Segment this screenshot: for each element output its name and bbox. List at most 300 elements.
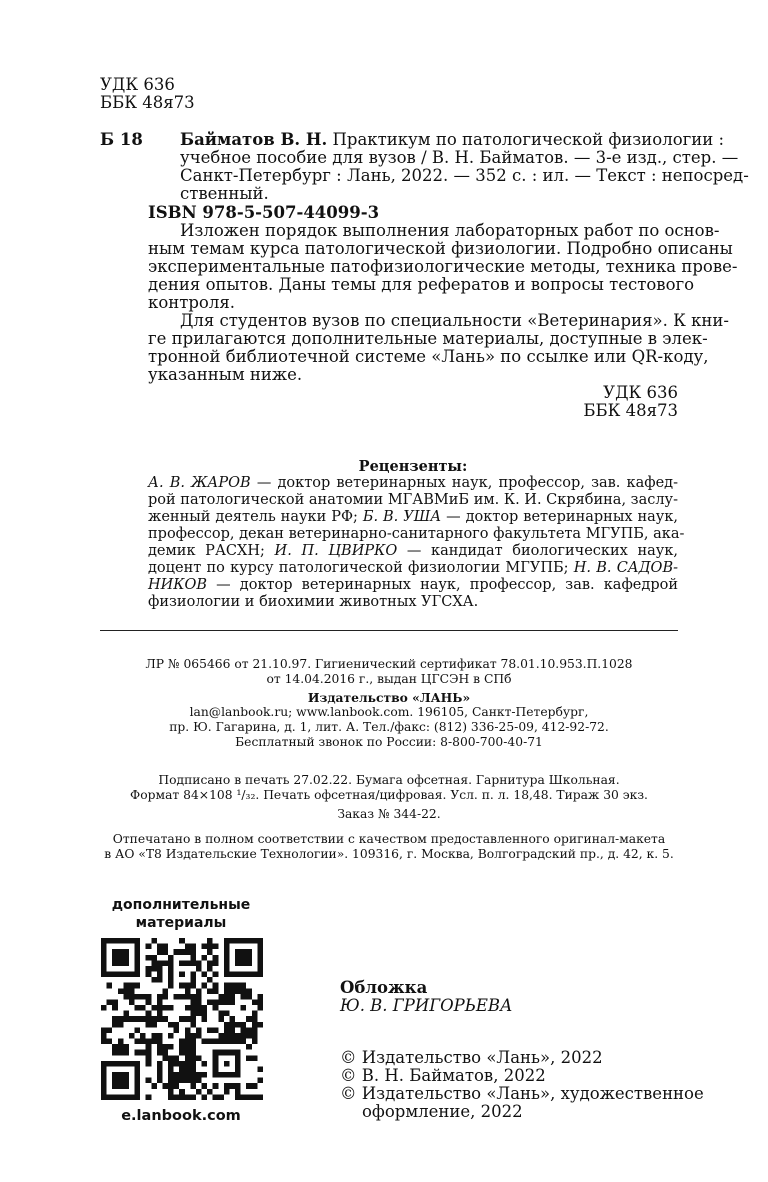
qr-module: [146, 999, 152, 1005]
print-info: Подписано в печать 27.02.22. Бумага офсетная. Гарнитура Школьная.: [158, 773, 620, 787]
abstract-line: контроля.: [148, 293, 236, 312]
qr-module: [185, 1016, 191, 1022]
qr-module: [146, 944, 152, 950]
copyright-block: [340, 1049, 704, 1121]
qr-module: [196, 1033, 202, 1039]
qr-module: [196, 1055, 202, 1061]
qr-module: [146, 955, 152, 961]
qr-module: [257, 1022, 263, 1028]
qr-module: [202, 1005, 208, 1011]
qr-module: [123, 1016, 129, 1022]
qr-module: [252, 1039, 258, 1045]
printed-at: в АО «Т8 Издательские Технологии». 109316, г. Москва, Волгоградский пр., д. 42, к. 5.: [104, 847, 674, 861]
abstract-line: Изложен порядок выполнения лабораторных работ по основ-: [180, 221, 720, 240]
qr-module: [168, 1072, 174, 1078]
reviewer-line: профессор, декан ветеринарно-санитарного факультета МГУПБ, ака-: [148, 526, 685, 542]
reviewer-line: рой патологической анатомии МГАВМиБ им. К. И. Скрябина, заслу-: [148, 492, 678, 508]
qr-module: [252, 1083, 258, 1089]
qr-module: [185, 1033, 191, 1039]
qr-module: [190, 944, 196, 950]
qr-module: [101, 1005, 107, 1011]
qr-module: [140, 1005, 146, 1011]
qr-module: [252, 1016, 258, 1022]
qr-module: [213, 1083, 219, 1089]
qr-module: [162, 994, 168, 1000]
copyright-line: © Издательство «Лань», художественное: [340, 1084, 704, 1103]
qr-module: [213, 955, 219, 961]
qr-module: [157, 972, 163, 978]
qr-module: [218, 1033, 224, 1039]
qr-module: [135, 1050, 141, 1056]
qr-module: [246, 1033, 252, 1039]
qr-module: [140, 1033, 146, 1039]
qr-module: [190, 977, 196, 983]
qr-module: [146, 1094, 152, 1100]
qr-module: [185, 1005, 191, 1011]
qr-module: [151, 1005, 157, 1011]
license-line: от 14.04.2016 г., выдан ЦГСЭН в СПб: [266, 672, 512, 686]
abstract: [148, 221, 738, 384]
qr-module: [229, 983, 235, 989]
qr-module: [168, 966, 174, 972]
qr-module: [146, 1022, 152, 1028]
bib-line: учебное пособие для вузов / В. Н. Байматов. — 3-е изд., стер. —: [180, 148, 739, 167]
qr-module: [118, 1022, 124, 1028]
qr-module: [146, 1050, 152, 1056]
qr-module: [207, 1089, 213, 1095]
qr-module: [168, 960, 174, 966]
qr-module: [135, 1039, 141, 1045]
qr-module: [179, 1078, 185, 1084]
qr-module: [185, 960, 191, 966]
qr-module: [146, 1039, 152, 1045]
udk-code: УДК 636: [603, 383, 678, 402]
qr-module: [246, 1027, 252, 1033]
qr-module: [185, 944, 191, 950]
qr-module: [129, 999, 135, 1005]
qr-module: [112, 999, 118, 1005]
qr-module: [174, 1061, 180, 1067]
qr-module: [179, 1061, 185, 1067]
qr-module: [146, 972, 152, 978]
qr-module: [185, 1094, 191, 1100]
abstract-line: тронной библиотечной системе «Лань» по ссылке или QR-коду,: [148, 347, 709, 366]
qr-module: [157, 1078, 163, 1084]
qr-module: [207, 949, 213, 955]
isbn: ISBN 978-5-507-44099-3: [148, 203, 380, 222]
qr-module: [162, 944, 168, 950]
qr-module: [157, 1050, 163, 1056]
qr-module: [135, 1016, 141, 1022]
qr-module: [185, 949, 191, 955]
qr-module: [224, 1027, 230, 1033]
qr-module: [190, 1055, 196, 1061]
qr-module: [168, 1044, 174, 1050]
qr-module: [140, 1016, 146, 1022]
qr-module: [146, 1061, 152, 1067]
qr-module: [190, 1044, 196, 1050]
qr-module: [207, 1039, 213, 1045]
qr-module: [151, 955, 157, 961]
qr-module: [202, 1094, 208, 1100]
qr-module: [213, 999, 219, 1005]
reviewer-line: женный деятель науки РФ; Б. В. УША — доктор ветеринарных наук,: [148, 509, 678, 525]
qr-module: [196, 1078, 202, 1084]
qr-module: [190, 1066, 196, 1072]
qr-module: [179, 983, 185, 989]
qr-module: [224, 1022, 230, 1028]
qr-module: [190, 1072, 196, 1078]
abstract-line: Для студентов вузов по специальности «Ветеринария». К кни-: [180, 311, 729, 330]
qr-module: [202, 1011, 208, 1017]
qr-module: [213, 1094, 219, 1100]
qr-module: [235, 1022, 241, 1028]
qr-module: [179, 1089, 185, 1095]
qr-module: [202, 1039, 208, 1045]
qr-module: [241, 988, 247, 994]
qr-module: [168, 1083, 174, 1089]
qr-module: [229, 1039, 235, 1045]
qr-module: [241, 1027, 247, 1033]
qr-module: [135, 1027, 141, 1033]
qr-module: [157, 1016, 163, 1022]
qr-module: [235, 1033, 241, 1039]
qr-module: [146, 966, 152, 972]
cover-heading: Обложка: [340, 978, 428, 997]
qr-module: [135, 983, 141, 989]
qr-module: [123, 983, 129, 989]
qr-module: [162, 1016, 168, 1022]
divider: [100, 630, 678, 631]
classification-block: [100, 76, 195, 112]
qr-module: [168, 983, 174, 989]
qr-module: [151, 977, 157, 983]
qr-module: [246, 994, 252, 1000]
qr-module: [174, 1083, 180, 1089]
qr-module: [202, 1061, 208, 1067]
qr-module: [235, 1083, 241, 1089]
qr-module: [151, 960, 157, 966]
qr-module: [196, 1027, 202, 1033]
qr-module: [185, 1027, 191, 1033]
qr-module: [146, 994, 152, 1000]
qr-module: [174, 1027, 180, 1033]
copyright-line: оформление, 2022: [362, 1102, 523, 1121]
qr-module: [229, 1027, 235, 1033]
qr-module: [179, 1072, 185, 1078]
qr-module: [207, 938, 213, 944]
qr-module: [196, 1089, 202, 1095]
qr-module: [235, 1089, 241, 1095]
qr-module: [190, 972, 196, 978]
qr-module: [207, 1027, 213, 1033]
qr-module: [174, 1072, 180, 1078]
qr-module: [257, 999, 263, 1005]
bib-author: Байматов В. Н.: [180, 130, 328, 149]
qr-module: [207, 966, 213, 972]
classification-repeat: [500, 384, 678, 420]
qr-module: [185, 1055, 191, 1061]
qr-module: [190, 1061, 196, 1067]
qr-module: [190, 955, 196, 961]
qr-module: [196, 1072, 202, 1078]
bbk-code: ББК 48я73: [583, 401, 678, 420]
qr-module: [202, 1083, 208, 1089]
qr-module: [107, 1039, 113, 1045]
qr-module: [179, 1094, 185, 1100]
qr-module: [202, 1072, 208, 1078]
qr-module: [101, 1039, 107, 1045]
qr-module: [146, 1044, 152, 1050]
qr-module: [146, 1055, 152, 1061]
qr-module: [162, 1044, 168, 1050]
qr-module: [135, 994, 141, 1000]
qr-module: [157, 949, 163, 955]
qr-module: [168, 1089, 174, 1095]
udk-code: УДК 636: [100, 75, 175, 94]
abstract-line: ным темам курса патологической физиологии. Подробно описаны: [148, 239, 733, 258]
qr-module: [185, 983, 191, 989]
printed-at: Отпечатано в полном соответствии с качеством предоставленного оригинал-макета: [112, 832, 666, 846]
qr-module: [179, 1039, 185, 1045]
qr-module: [190, 1039, 196, 1045]
qr-module: [190, 1094, 196, 1100]
qr-module: [229, 999, 235, 1005]
qr-module: [174, 1094, 180, 1100]
qr-module: [129, 983, 135, 989]
qr-module: [235, 983, 241, 989]
qr-module: [196, 994, 202, 1000]
qr-module: [213, 983, 219, 989]
qr-module: [174, 949, 180, 955]
qr-module: [162, 949, 168, 955]
qr-module: [257, 1094, 263, 1100]
qr-code[interactable]: [101, 938, 263, 1100]
abstract-line: ге прилагаются дополнительные материалы, доступные в элек-: [148, 329, 708, 348]
qr-module: [196, 999, 202, 1005]
qr-module: [190, 1005, 196, 1011]
qr-module: [190, 949, 196, 955]
qr-module: [140, 1039, 146, 1045]
qr-module: [123, 1044, 129, 1050]
qr-module: [196, 988, 202, 994]
qr-module: [157, 1039, 163, 1045]
qr-module: [174, 1055, 180, 1061]
qr-module: [157, 1072, 163, 1078]
qr-module: [112, 1022, 118, 1028]
qr-module: [101, 1027, 107, 1033]
qr-module: [213, 972, 219, 978]
abstract-line: указанным ниже.: [148, 365, 303, 384]
qr-module: [246, 1016, 252, 1022]
qr-module: [202, 944, 208, 950]
qr-module: [218, 1016, 224, 1022]
author-mark: Б 18: [100, 130, 143, 149]
qr-module: [157, 1033, 163, 1039]
qr-module: [179, 994, 185, 1000]
bib-title: Практикум по патологической физиологии :: [327, 130, 725, 149]
qr-module: [118, 988, 124, 994]
qr-module: [140, 994, 146, 1000]
qr-module: [179, 1016, 185, 1022]
qr-module: [151, 1033, 157, 1039]
qr-module: [207, 988, 213, 994]
qr-module: [179, 949, 185, 955]
qr-module: [241, 994, 247, 1000]
qr-module: [190, 1022, 196, 1028]
qr-module: [123, 1050, 129, 1056]
qr-module: [168, 955, 174, 961]
qr-module: [224, 1039, 230, 1045]
abstract-line: дения опытов. Даны темы для рефератов и вопросы тестового: [148, 275, 695, 294]
qr-module: [207, 977, 213, 983]
qr-module: [118, 1044, 124, 1050]
qr-module: [257, 994, 263, 1000]
qr-module: [190, 1033, 196, 1039]
qr-module: [224, 983, 230, 989]
reviewers-heading: Рецензенты:: [358, 458, 468, 475]
print-info: Формат 84×108 ¹/₃₂. Печать офсетная/цифровая. Усл. п. л. 18,48. Тираж 30 экз.: [130, 788, 648, 802]
qr-module: [196, 960, 202, 966]
qr-module: [190, 994, 196, 1000]
cover-designer: Ю. В. ГРИГОРЬЕВА: [340, 996, 513, 1015]
qr-module: [168, 1033, 174, 1039]
qr-module: [224, 988, 230, 994]
qr-module: [101, 1033, 107, 1039]
qr-module: [168, 977, 174, 983]
bibliographic-entry: [180, 130, 749, 203]
qr-module: [252, 1055, 258, 1061]
reviewer-line: А. В. ЖАРОВ — доктор ветеринарных наук, профессор, зав. кафед-: [148, 475, 678, 491]
qr-caption-top: дополнительные материалы: [111, 897, 251, 931]
qr-module: [218, 1094, 224, 1100]
qr-module: [157, 960, 163, 966]
qr-module: [157, 1066, 163, 1072]
qr-module: [174, 994, 180, 1000]
reviewer-line: доцент по курсу патологической физиологии МГУПБ; Н. В. САДОВ-: [148, 560, 678, 576]
qr-module: [190, 1083, 196, 1089]
qr-module: [213, 944, 219, 950]
qr-module: [229, 1016, 235, 1022]
qr-module: [190, 999, 196, 1005]
qr-module: [151, 1039, 157, 1045]
qr-module: [196, 1005, 202, 1011]
qr-module: [157, 999, 163, 1005]
qr-module: [213, 1005, 219, 1011]
license-line: ЛР № 065466 от 21.10.97. Гигиенический сертификат 78.01.10.953.П.1028: [145, 657, 633, 671]
qr-module: [157, 994, 163, 1000]
qr-module: [129, 1033, 135, 1039]
qr-module: [123, 1011, 129, 1017]
qr-module: [168, 1094, 174, 1100]
abstract-line: экспериментальные патофизиологические методы, техника прове-: [148, 257, 738, 276]
qr-module: [168, 1055, 174, 1061]
bib-line: Санкт-Петербург : Лань, 2022. — 352 с. : ил. — Текст : непосред-: [180, 166, 749, 185]
qr-module: [185, 1061, 191, 1067]
qr-module: [213, 1027, 219, 1033]
copyright-line: © В. Н. Байматов, 2022: [340, 1066, 546, 1085]
qr-module: [241, 1039, 247, 1045]
qr-module: [224, 1033, 230, 1039]
qr-module: [218, 1039, 224, 1045]
qr-module: [107, 999, 113, 1005]
qr-module: [123, 988, 129, 994]
qr-module: [257, 1066, 263, 1072]
qr-module: [229, 1022, 235, 1028]
qr-link[interactable]: e.lanbook.com: [121, 1108, 241, 1124]
qr-module: [179, 1050, 185, 1056]
qr-module: [185, 1078, 191, 1084]
qr-module: [129, 994, 135, 1000]
qr-module: [146, 1078, 152, 1084]
qr-module: [185, 1072, 191, 1078]
qr-module: [224, 999, 230, 1005]
qr-module: [162, 1050, 168, 1056]
qr-module: [202, 955, 208, 961]
qr-module: [185, 1066, 191, 1072]
qr-module: [252, 1022, 258, 1028]
qr-module: [179, 938, 185, 944]
qr-module: [112, 1005, 118, 1011]
qr-module: [129, 988, 135, 994]
qr-module: [112, 1044, 118, 1050]
qr-module: [202, 972, 208, 978]
qr-module: [207, 960, 213, 966]
bib-line: ственный.: [180, 184, 269, 203]
qr-module: [190, 960, 196, 966]
reviewer-line: демик РАСХН; И. П. ЦВИРКО — кандидат биологических наук,: [148, 543, 678, 559]
qr-module: [235, 1094, 241, 1100]
qr-module: [168, 1022, 174, 1028]
qr-module: [185, 1044, 191, 1050]
qr-module: [162, 1055, 168, 1061]
qr-module: [157, 1044, 163, 1050]
qr-module: [146, 1011, 152, 1017]
qr-module: [252, 1094, 258, 1100]
qr-module: [162, 988, 168, 994]
qr-module: [157, 1005, 163, 1011]
qr-module: [179, 1044, 185, 1050]
qr-module: [196, 966, 202, 972]
cover-credit: [340, 979, 513, 1015]
qr-module: [157, 1061, 163, 1067]
qr-module: [229, 1033, 235, 1039]
qr-module: [151, 1016, 157, 1022]
qr-module: [213, 1039, 219, 1045]
qr-module: [157, 1011, 163, 1017]
publisher-contact: Бесплатный звонок по России: 8-800-700-40-71: [235, 735, 543, 749]
qr-module: [229, 994, 235, 1000]
qr-module: [185, 994, 191, 1000]
qr-module: [241, 1033, 247, 1039]
qr-module: [202, 983, 208, 989]
bbk-code: ББК 48я73: [100, 93, 195, 112]
qr-module: [190, 1078, 196, 1084]
qr-module: [224, 1089, 230, 1095]
qr-module: [118, 1039, 124, 1045]
qr-module: [213, 988, 219, 994]
qr-module: [185, 1039, 191, 1045]
qr-module: [112, 1050, 118, 1056]
qr-module: [157, 966, 163, 972]
qr-module: [229, 1083, 235, 1089]
publisher-contact: пр. Ю. Гагарина, д. 1, лит. А. Тел./факс: (812) 336-25-09, 412-92-72.: [169, 720, 609, 734]
qr-module: [235, 1039, 241, 1045]
qr-module: [185, 1050, 191, 1056]
qr-module: [118, 1050, 124, 1056]
qr-module: [135, 1005, 141, 1011]
qr-module: [246, 1083, 252, 1089]
